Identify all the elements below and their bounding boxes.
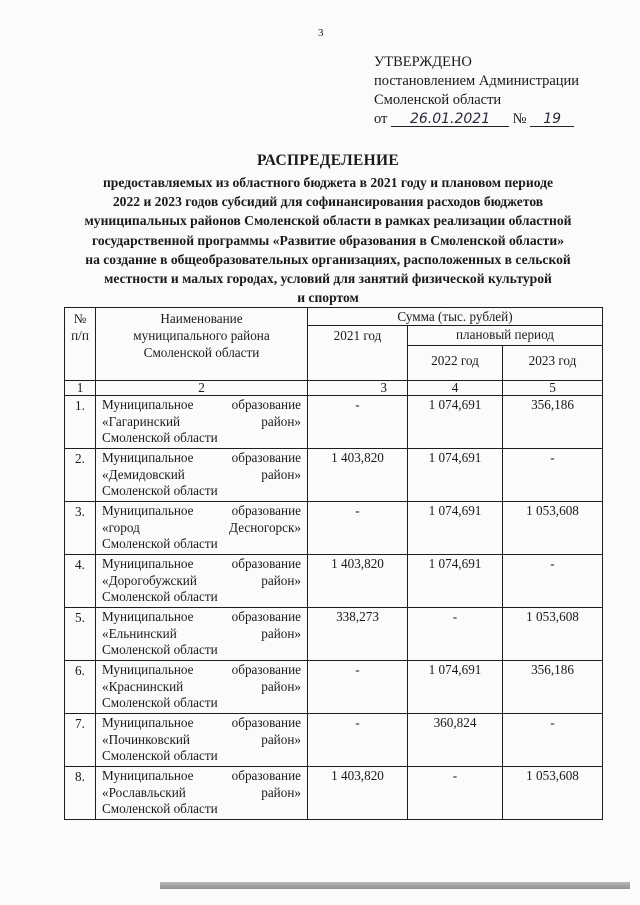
value-2023: 356,186 xyxy=(503,661,603,714)
value-2023: 1 053,608 xyxy=(503,608,603,661)
row-name xyxy=(96,502,308,555)
value-2022: 1 074,691 xyxy=(408,449,503,502)
name-line: Муниципальное образование xyxy=(102,397,301,412)
name-line: «Дорогобужский район» xyxy=(102,572,301,588)
table-row xyxy=(65,502,603,555)
index-cell: 5 xyxy=(503,381,603,396)
index-row xyxy=(65,381,603,396)
number-label: № xyxy=(512,111,527,127)
table-row xyxy=(65,396,603,449)
name-line: Смоленской области xyxy=(102,642,218,657)
header-2023: 2023 год xyxy=(503,346,603,381)
header-row xyxy=(65,308,603,326)
name-line: Смоленской области xyxy=(102,589,218,604)
approval-region: Смоленской области xyxy=(374,92,502,108)
value-2021: 1 403,820 xyxy=(308,555,408,608)
approval-title: УТВЕРЖДЕНО xyxy=(374,54,472,70)
date-prefix: от xyxy=(374,111,388,127)
subtitle-line: государственной программы «Развитие образования в Смоленской области» xyxy=(92,232,564,248)
value-2023: - xyxy=(503,449,603,502)
handwritten-date: 26.01.2021 xyxy=(391,112,509,127)
subtitle-line: муниципальных районов Смоленской области в рамках реализации областной xyxy=(84,213,572,229)
row-name xyxy=(96,449,308,502)
subtitle-line: предоставляемых из областного бюджета в 2021 году и плановом периоде xyxy=(102,175,554,190)
table-row xyxy=(65,555,603,608)
name-line: «Краснинский район» xyxy=(102,678,301,694)
value-2023: 356,186 xyxy=(503,396,603,449)
page-number: 3 xyxy=(318,27,324,39)
name-line: «Ельнинский район» xyxy=(102,625,301,641)
name-line: Смоленской области xyxy=(102,801,218,816)
name-line: Муниципальное образование xyxy=(102,662,301,677)
header-name: Наименование муниципального района Смоленской области xyxy=(96,308,308,381)
value-2021: - xyxy=(308,661,408,714)
index-cell: 1 xyxy=(65,381,96,396)
name-line: «Починковский район» xyxy=(102,731,301,747)
name-line: Смоленской области xyxy=(102,536,218,551)
index-cell: 4 xyxy=(408,381,503,396)
value-2022: 1 074,691 xyxy=(408,555,503,608)
name-line: Смоленской области xyxy=(102,695,218,710)
row-number: 6. xyxy=(65,661,96,714)
document-title: РАСПРЕДЕЛЕНИЕ xyxy=(257,152,399,169)
table-row xyxy=(65,449,603,502)
table-row xyxy=(65,714,603,767)
value-2022: 1 074,691 xyxy=(408,661,503,714)
approval-resolution: постановлением Администрации xyxy=(374,73,580,89)
header-num: № п/п xyxy=(65,308,96,381)
subtitle-line: и спортом xyxy=(297,290,359,306)
value-2023: - xyxy=(503,714,603,767)
scan-edge-shadow xyxy=(160,882,630,889)
row-name xyxy=(96,608,308,661)
distribution-table xyxy=(64,307,603,820)
name-line: «город Десногорск» xyxy=(102,519,301,535)
table-row xyxy=(65,661,603,714)
value-2023: 1 053,608 xyxy=(503,767,603,820)
approval-block xyxy=(374,53,579,129)
value-2021: - xyxy=(308,502,408,555)
name-line: «Гагаринский район» xyxy=(102,413,301,429)
index-cell: 3 xyxy=(308,381,408,396)
value-2021: - xyxy=(308,714,408,767)
approval-date-line xyxy=(374,110,579,129)
value-2022: - xyxy=(408,608,503,661)
name-line: Муниципальное образование xyxy=(102,715,301,730)
name-line: «Рославльский район» xyxy=(102,784,301,800)
name-line: Муниципальное образование xyxy=(102,768,301,783)
value-2023: - xyxy=(503,555,603,608)
row-name xyxy=(96,714,308,767)
name-line: Муниципальное образование xyxy=(102,556,301,571)
row-number: 3. xyxy=(65,502,96,555)
name-line: Смоленской области xyxy=(102,483,218,498)
row-number: 2. xyxy=(65,449,96,502)
header-2022: 2022 год xyxy=(408,346,503,381)
value-2022: 360,824 xyxy=(408,714,503,767)
header-planned: плановый период xyxy=(408,326,603,346)
document-heading xyxy=(40,151,616,307)
name-line: Смоленской области xyxy=(102,748,218,763)
subtitle-line: на создание в общеобразовательных организациях, расположенных в сельской xyxy=(85,251,571,267)
row-name xyxy=(96,396,308,449)
row-number: 8. xyxy=(65,767,96,820)
value-2022: - xyxy=(408,767,503,820)
row-number: 1. xyxy=(65,396,96,449)
row-number: 5. xyxy=(65,608,96,661)
row-name xyxy=(96,555,308,608)
value-2021: - xyxy=(308,396,408,449)
row-name xyxy=(96,767,308,820)
name-line: «Демидовский район» xyxy=(102,466,301,482)
value-2023: 1 053,608 xyxy=(503,502,603,555)
table-row xyxy=(65,767,603,820)
name-line: Муниципальное образование xyxy=(102,503,301,518)
name-line: Смоленской области xyxy=(102,430,218,445)
header-2021: 2021 год xyxy=(308,326,408,381)
subtitle-line: местности и малых городах, условий для занятий физической культурой xyxy=(104,271,552,287)
value-2021: 1 403,820 xyxy=(308,767,408,820)
document-subtitle xyxy=(40,173,616,307)
value-2022: 1 074,691 xyxy=(408,396,503,449)
name-line: Муниципальное образование xyxy=(102,609,301,624)
table-row xyxy=(65,608,603,661)
value-2022: 1 074,691 xyxy=(408,502,503,555)
index-cell: 2 xyxy=(96,381,308,396)
name-line: Муниципальное образование xyxy=(102,450,301,465)
row-number: 4. xyxy=(65,555,96,608)
subtitle-line: 2022 и 2023 годов субсидий для софинансирования расходов бюджетов xyxy=(112,194,544,210)
value-2021: 338,273 xyxy=(308,608,408,661)
row-name xyxy=(96,661,308,714)
header-sum: Сумма (тыс. рублей) xyxy=(308,308,603,326)
value-2021: 1 403,820 xyxy=(308,449,408,502)
row-number: 7. xyxy=(65,714,96,767)
handwritten-number: 19 xyxy=(530,112,574,127)
